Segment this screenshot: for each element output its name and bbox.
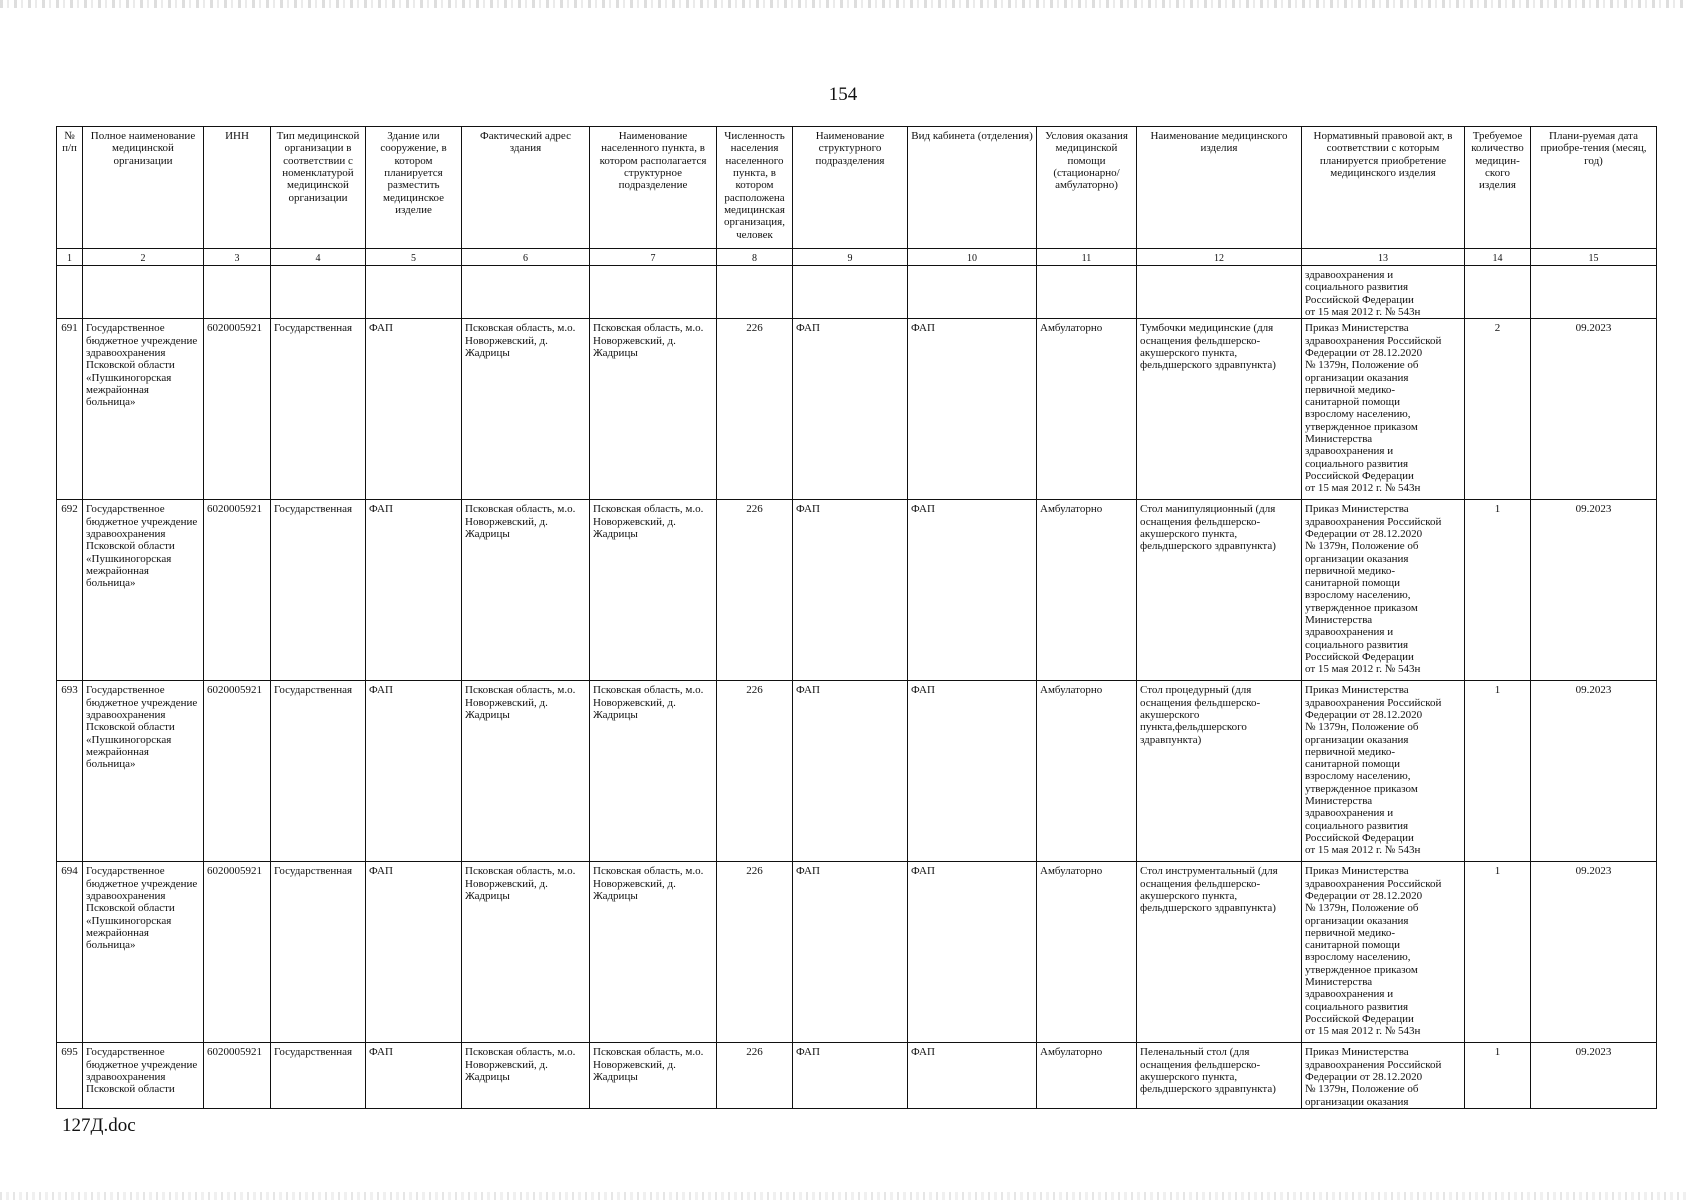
empty-cell xyxy=(1037,266,1137,319)
org-type: Государственная xyxy=(271,681,366,862)
cabinet: ФАП xyxy=(908,681,1037,862)
empty-cell xyxy=(57,266,83,319)
org-name: Государственное бюджетное учреждение здравоохранения Псковской области «Пушкиногорская межрайонная больница» xyxy=(83,319,204,500)
conditions: Амбулаторно xyxy=(1037,1043,1137,1109)
building: ФАП xyxy=(366,500,462,681)
header-cell: Здание или сооружение, в котором планируется разместить медицинское изделие xyxy=(366,127,462,249)
empty-cell xyxy=(204,266,271,319)
locality: Псковская область, м.о. Новоржевский, д. Жадрицы xyxy=(590,1043,717,1109)
cabinet: ФАП xyxy=(908,862,1037,1043)
empty-cell xyxy=(83,266,204,319)
row-number: 692 xyxy=(57,500,83,681)
column-number: 14 xyxy=(1465,249,1531,266)
locality: Псковская область, м.о. Новоржевский, д. Жадрицы xyxy=(590,862,717,1043)
quantity: 1 xyxy=(1465,681,1531,862)
header-cell: Полное наименование медицинской организации xyxy=(83,127,204,249)
empty-cell xyxy=(793,266,908,319)
inn: 6020005921 xyxy=(204,681,271,862)
table-row xyxy=(57,1043,1657,1109)
column-number: 11 xyxy=(1037,249,1137,266)
building: ФАП xyxy=(366,1043,462,1109)
scan-edge-top xyxy=(0,0,1686,8)
cabinet: ФАП xyxy=(908,319,1037,500)
org-type: Государственная xyxy=(271,319,366,500)
column-number: 7 xyxy=(590,249,717,266)
org-name: Государственное бюджетное учреждение здравоохранения Псковской области «Пушкиногорская межрайонная больница» xyxy=(83,500,204,681)
device-name: Тумбочки медицинские (для оснащения фельдшерско-акушерского пункта, фельдшерского здравпункта) xyxy=(1137,319,1302,500)
law-cell xyxy=(1302,681,1465,862)
unit: ФАП xyxy=(793,681,908,862)
org-type: Государственная xyxy=(271,1043,366,1109)
table-row xyxy=(57,500,1657,681)
law-cell xyxy=(1302,862,1465,1043)
building: ФАП xyxy=(366,319,462,500)
org-name: Государственное бюджетное учреждение здравоохранения Псковской области «Пушкиногорская межрайонная больница» xyxy=(83,681,204,862)
header-cell: ИНН xyxy=(204,127,271,249)
org-type: Государственная xyxy=(271,500,366,681)
law-cell xyxy=(1302,500,1465,681)
column-number: 3 xyxy=(204,249,271,266)
address: Псковская область, м.о. Новоржевский, д. Жадрицы xyxy=(462,862,590,1043)
locality: Псковская область, м.о. Новоржевский, д. Жадрицы xyxy=(590,319,717,500)
inn: 6020005921 xyxy=(204,319,271,500)
device-name: Пеленальный стол (для оснащения фельдшерско-акушерского пункта, фельдшерского здравпункта) xyxy=(1137,1043,1302,1109)
header-cell: Плани-руемая дата приобре-тения (месяц, год) xyxy=(1531,127,1657,249)
address: Псковская область, м.о. Новоржевский, д. Жадрицы xyxy=(462,681,590,862)
inn: 6020005921 xyxy=(204,862,271,1043)
org-name: Государственное бюджетное учреждение здравоохранения Псковской области «Пушкиногорская межрайонная больница» xyxy=(83,862,204,1043)
building: ФАП xyxy=(366,862,462,1043)
locality: Псковская область, м.о. Новоржевский, д. Жадрицы xyxy=(590,681,717,862)
page-number: 154 xyxy=(828,84,858,105)
quantity: 1 xyxy=(1465,1043,1531,1109)
law-text: Приказ Министерства здравоохранения Российской Федерации от 28.12.2020 № 1379н, Положение об организации оказания первичной медико- санитарной помощи взрослому населению, утвержденное приказом Министерства здравоохранения и социального развития Российской Федерации от 15 мая 2012 г. № 543н xyxy=(1305,684,1442,857)
law-text: Приказ Министерства здравоохранения Российской Федерации от 28.12.2020 № 1379н, Положение об организации оказания первичной медико- санитарной помощи взрослому населению, утвержденное приказом Министерства здравоохранения и социального развития Российской Федерации от 15 мая 2012 г. № 543н xyxy=(1305,865,1442,1038)
header-cell: Нормативный правовой акт, в соответствии с которым планируется приобретение медицинского изделия xyxy=(1302,127,1465,249)
building: ФАП xyxy=(366,681,462,862)
equipment-table xyxy=(56,126,1657,1109)
purchase-date: 09.2023 xyxy=(1531,862,1657,1043)
header-cell: Вид кабинета (отделения) xyxy=(908,127,1037,249)
header-cell: Фактический адрес здания xyxy=(462,127,590,249)
table-row xyxy=(57,681,1657,862)
empty-cell xyxy=(1137,266,1302,319)
continuation-law-text: здравоохранения и социального развития Российской Федерации от 15 мая 2012 г. № 543н xyxy=(1305,269,1421,318)
column-number-row xyxy=(57,249,1657,266)
address: Псковская область, м.о. Новоржевский, д. Жадрицы xyxy=(462,319,590,500)
population: 226 xyxy=(717,500,793,681)
purchase-date: 09.2023 xyxy=(1531,1043,1657,1109)
law-text: Приказ Министерства здравоохранения Российской Федерации от 28.12.2020 № 1379н, Положение об организации оказания первичной медико- санитарной помощи взрослому населению, утвержденное приказом Министерства здравоохранения и социального развития Российской Федерации от 15 мая 2012 г. № 543н xyxy=(1305,322,1442,495)
column-number: 15 xyxy=(1531,249,1657,266)
cabinet: ФАП xyxy=(908,1043,1037,1109)
population: 226 xyxy=(717,319,793,500)
continuation-row xyxy=(57,266,1657,319)
empty-cell xyxy=(908,266,1037,319)
purchase-date: 09.2023 xyxy=(1531,681,1657,862)
empty-cell xyxy=(717,266,793,319)
header-cell: Условия оказания медицинской помощи (стационарно/ амбулаторно) xyxy=(1037,127,1137,249)
org-name: Государственное бюджетное учреждение здравоохранения Псковской области xyxy=(83,1043,204,1109)
continuation-law-cell xyxy=(1302,266,1465,319)
column-number: 12 xyxy=(1137,249,1302,266)
address: Псковская область, м.о. Новоржевский, д. Жадрицы xyxy=(462,1043,590,1109)
device-name: Стол инструментальный (для оснащения фельдшерско-акушерского пункта, фельдшерского здравпункта) xyxy=(1137,862,1302,1043)
column-number: 9 xyxy=(793,249,908,266)
header-cell: Численность населения населенного пункта, в котором расположена медицинская организация, человек xyxy=(717,127,793,249)
column-number: 5 xyxy=(366,249,462,266)
empty-cell xyxy=(590,266,717,319)
column-number: 4 xyxy=(271,249,366,266)
table-row xyxy=(57,319,1657,500)
empty-cell xyxy=(1531,266,1657,319)
empty-cell xyxy=(1465,266,1531,319)
scan-edge-bottom xyxy=(0,1192,1686,1200)
row-number: 691 xyxy=(57,319,83,500)
quantity: 1 xyxy=(1465,862,1531,1043)
quantity: 2 xyxy=(1465,319,1531,500)
law-text: Приказ Министерства здравоохранения Российской Федерации от 28.12.2020 № 1379н, Положение об организации оказания xyxy=(1305,1046,1442,1108)
population: 226 xyxy=(717,1043,793,1109)
inn: 6020005921 xyxy=(204,500,271,681)
column-number: 2 xyxy=(83,249,204,266)
device-name: Стол манипуляционный (для оснащения фельдшерско-акушерского пункта, фельдшерского здравпункта) xyxy=(1137,500,1302,681)
conditions: Амбулаторно xyxy=(1037,319,1137,500)
empty-cell xyxy=(462,266,590,319)
org-type: Государственная xyxy=(271,862,366,1043)
conditions: Амбулаторно xyxy=(1037,681,1137,862)
law-cell xyxy=(1302,1043,1465,1109)
row-number: 693 xyxy=(57,681,83,862)
empty-cell xyxy=(366,266,462,319)
header-row xyxy=(57,127,1657,249)
population: 226 xyxy=(717,681,793,862)
conditions: Амбулаторно xyxy=(1037,862,1137,1043)
column-number: 6 xyxy=(462,249,590,266)
quantity: 1 xyxy=(1465,500,1531,681)
locality: Псковская область, м.о. Новоржевский, д. Жадрицы xyxy=(590,500,717,681)
column-number: 1 xyxy=(57,249,83,266)
header-cell: Требуемое количество медицин-ского изделия xyxy=(1465,127,1531,249)
table-row xyxy=(57,862,1657,1043)
row-number: 695 xyxy=(57,1043,83,1109)
header-cell: Наименование медицинского изделия xyxy=(1137,127,1302,249)
row-number: 694 xyxy=(57,862,83,1043)
unit: ФАП xyxy=(793,500,908,681)
law-cell xyxy=(1302,319,1465,500)
column-number: 10 xyxy=(908,249,1037,266)
inn: 6020005921 xyxy=(204,1043,271,1109)
purchase-date: 09.2023 xyxy=(1531,319,1657,500)
law-text: Приказ Министерства здравоохранения Российской Федерации от 28.12.2020 № 1379н, Положение об организации оказания первичной медико- санитарной помощи взрослому населению, утвержденное приказом Министерства здравоохранения и социального развития Российской Федерации от 15 мая 2012 г. № 543н xyxy=(1305,503,1442,676)
device-name: Стол процедурный (для оснащения фельдшерско-акушерского пункта,фельдшерского здравпункта) xyxy=(1137,681,1302,862)
unit: ФАП xyxy=(793,862,908,1043)
document-filename: 127Д.doc xyxy=(62,1115,136,1136)
unit: ФАП xyxy=(793,319,908,500)
column-number: 13 xyxy=(1302,249,1465,266)
conditions: Амбулаторно xyxy=(1037,500,1137,681)
unit: ФАП xyxy=(793,1043,908,1109)
address: Псковская область, м.о. Новоржевский, д. Жадрицы xyxy=(462,500,590,681)
purchase-date: 09.2023 xyxy=(1531,500,1657,681)
population: 226 xyxy=(717,862,793,1043)
empty-cell xyxy=(271,266,366,319)
cabinet: ФАП xyxy=(908,500,1037,681)
header-cell: Наименование населенного пункта, в котором располагается структурное подразделение xyxy=(590,127,717,249)
column-number: 8 xyxy=(717,249,793,266)
header-cell: Тип медицинской организации в соответствии с номенклатурой медицинской организации xyxy=(271,127,366,249)
header-cell: Наименование структурного подразделения xyxy=(793,127,908,249)
header-cell: № п/п xyxy=(57,127,83,249)
